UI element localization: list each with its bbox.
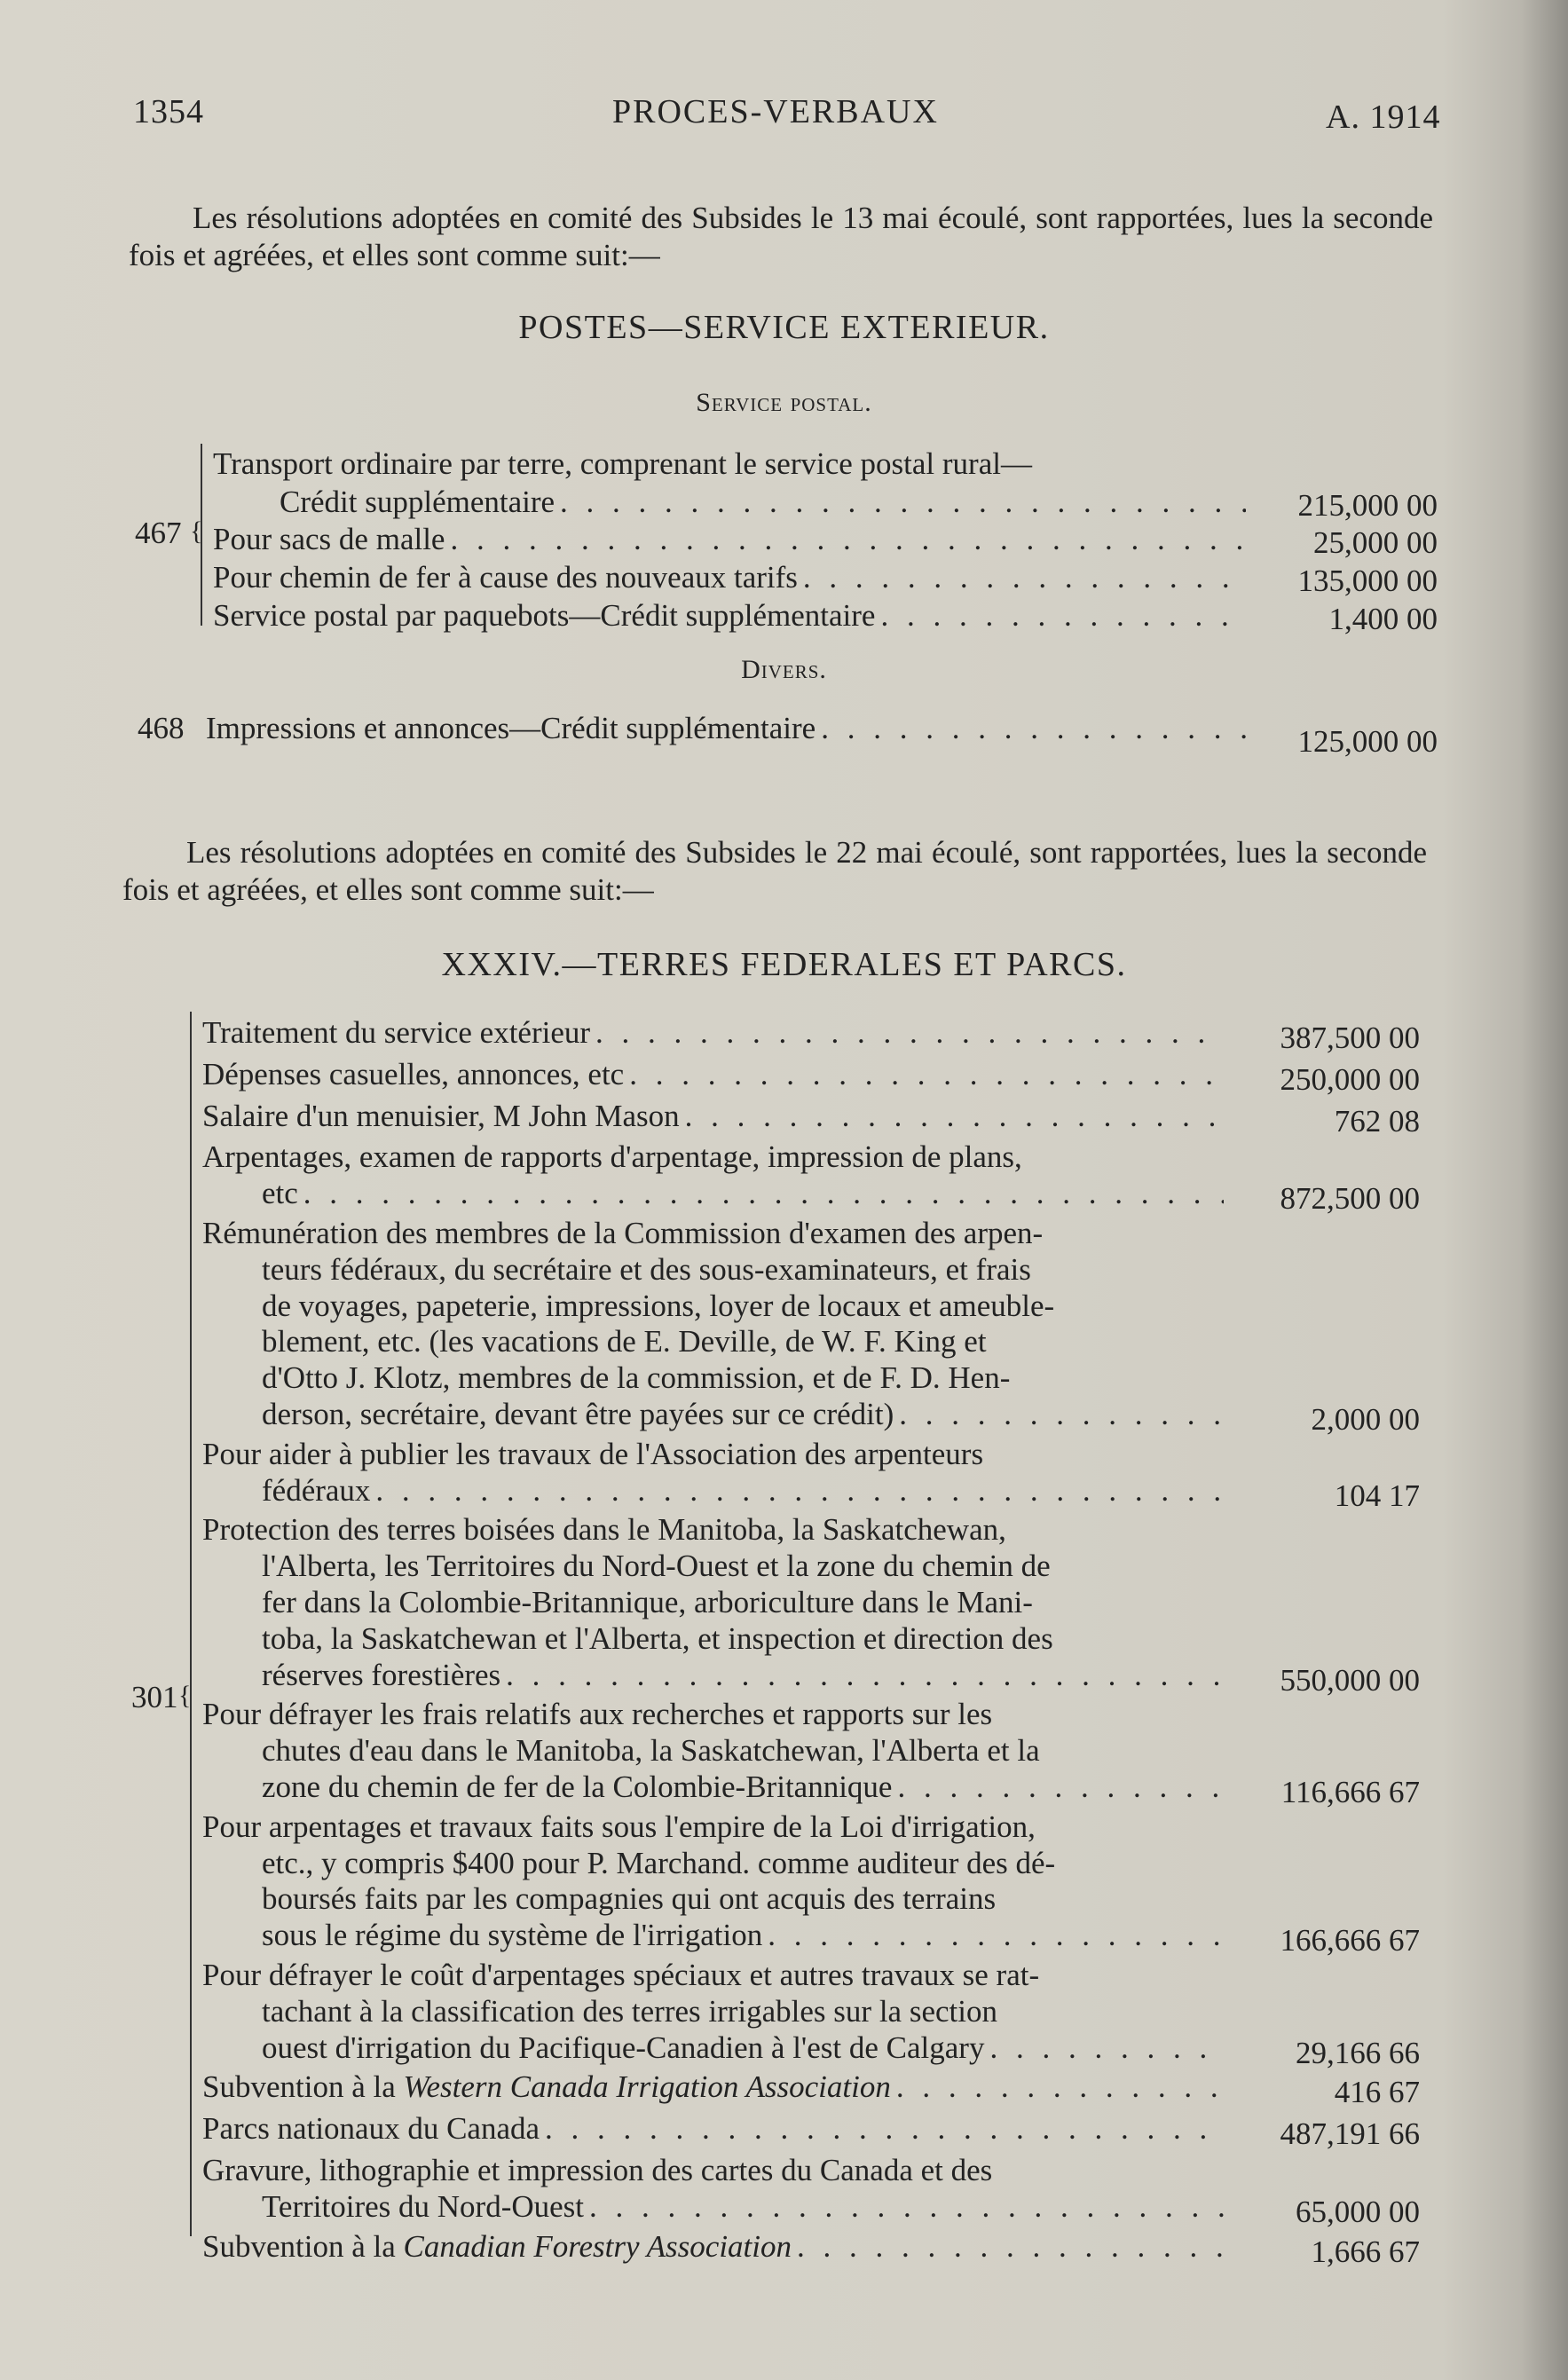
subsection-title-divers: Divers.: [741, 655, 827, 684]
item-text-line: tachant à la classification des terres irrigables sur la section: [262, 1993, 997, 2029]
leader-dots: [595, 1014, 1224, 1052]
item-amount: 1,666 67: [1311, 2234, 1420, 2269]
leader-dots: [303, 1175, 1224, 1212]
brace-point: {: [190, 516, 203, 546]
leader-dots: [450, 521, 1246, 558]
item-text: Dépenses casuelles, annonces, etc: [202, 1056, 625, 1091]
estimate-item: [202, 1056, 1229, 1093]
estimate-item: [262, 1769, 1229, 1806]
item-amount: 215,000 00: [1297, 488, 1438, 523]
item-amount: 166,666 67: [1280, 1923, 1420, 1958]
item-text-line: etc., y compris $400 pour P. Marchand. comme auditeur des dé-: [262, 1845, 1056, 1880]
vote-number-467: 467: [135, 516, 182, 550]
estimate-item: [262, 1472, 1229, 1509]
item-amount: 762 08: [1334, 1103, 1420, 1139]
item-amount: 29,166 66: [1296, 2035, 1420, 2070]
item-467-2: [213, 521, 1251, 558]
item-text-line: l'Alberta, les Territoires du Nord-Ouest et la zone du chemin de: [262, 1549, 1051, 1584]
leader-dots: [880, 597, 1246, 634]
leader-dots: [797, 2228, 1224, 2266]
item-amount: 416 67: [1334, 2075, 1420, 2110]
brace-301: [190, 1012, 192, 2236]
leader-dots: [803, 559, 1246, 596]
vote-number-468: 468: [138, 711, 185, 745]
estimate-item: [262, 1396, 1229, 1433]
item-text-line: Protection des terres boisées dans le Manitoba, la Saskatchewan,: [202, 1512, 1006, 1548]
item-468: [206, 710, 1251, 747]
leader-dots: [545, 2110, 1224, 2148]
running-title: PROCES-VERBAUX: [612, 93, 939, 130]
item-amount: 387,500 00: [1280, 1021, 1420, 1055]
item-text: Pour sacs de malle: [213, 522, 445, 556]
item-text: réserves forestières: [262, 1657, 501, 1692]
leader-dots: [989, 2029, 1224, 2067]
item-amount: 872,500 00: [1280, 1181, 1420, 1217]
item-text-line: de voyages, papeterie, impressions, loyer de locaux et ameuble-: [262, 1288, 1055, 1323]
leader-dots: [629, 1056, 1224, 1093]
estimate-item: [262, 2188, 1229, 2226]
item-467-1: [280, 484, 1251, 521]
item-467-4: [213, 597, 1251, 634]
section-title-terres: XXXIV.—TERRES FEDERALES ET PARCS.: [441, 946, 1127, 983]
item-amount: 1,400 00: [1328, 602, 1438, 636]
estimate-item: [262, 1917, 1229, 1954]
subsection-title-service-postal: Service postal.: [696, 388, 872, 417]
item-467-3: [213, 559, 1251, 596]
item-text-line: fer dans la Colombie-Britannique, arboriculture dans le Mani-: [262, 1585, 1033, 1620]
item-text-line: chutes d'eau dans le Manitoba, la Saskatchewan, l'Alberta et la: [262, 1733, 1040, 1769]
item-467-1-line1: Transport ordinaire par terre, comprenant le service postal rural—: [213, 446, 1032, 481]
item-text: Traitement du service extérieur: [202, 1015, 591, 1050]
leader-dots: [589, 2188, 1224, 2226]
item-text: derson, secrétaire, devant être payées sur ce crédit): [262, 1397, 894, 1431]
item-text-line: boursés faits par les compagnies qui ont acquis des terrains: [262, 1881, 997, 1917]
item-text: Territoires du Nord-Ouest: [262, 2188, 585, 2224]
item-text: Subvention à la Western Canada Irrigation Association: [202, 2069, 891, 2105]
leader-dots: [506, 1657, 1224, 1694]
page-number: 1354: [133, 93, 204, 130]
leader-dots: [768, 1917, 1224, 1954]
item-text: etc: [262, 1176, 298, 1211]
item-amount: 135,000 00: [1297, 563, 1438, 598]
item-amount: 125,000 00: [1297, 724, 1438, 759]
item-amount: 550,000 00: [1280, 1662, 1420, 1698]
item-text: zone du chemin de fer de la Colombie-Britannique: [262, 1769, 893, 1804]
item-text-line: toba, la Saskatchewan et l'Alberta, et inspection et direction des: [262, 1620, 1053, 1656]
vote-number-301: 301: [131, 1680, 178, 1714]
item-text-line: Pour aider à publier les travaux de l'Association des arpenteurs: [202, 1436, 984, 1471]
intro-paragraph-1: Les résolutions adoptées en comité des Subsides le 13 mai écoulé, sont rapportées, lues la seconde fois et agréées, et elles sont comme suit:—: [129, 201, 1433, 272]
item-text: ouest d'irrigation du Pacifique-Canadien à l'est de Calgary: [262, 2029, 985, 2065]
item-text: Crédit supplémentaire: [280, 485, 555, 519]
leader-dots: [821, 710, 1246, 747]
leader-dots: [897, 1769, 1224, 1806]
estimate-item: [202, 1014, 1229, 1052]
item-text: Service postal par paquebots—Crédit supplémentaire: [213, 598, 876, 633]
item-text-line: Pour défrayer les frais relatifs aux recherches et rapports sur les: [202, 1697, 993, 1732]
section-title-postes: POSTES—SERVICE EXTERIEUR.: [518, 309, 1050, 346]
item-text-line: d'Otto J. Klotz, membres de la commission, et de F. D. Hen-: [262, 1360, 1011, 1396]
item-text-line: Rémunération des membres de la Commission d'examen des arpen-: [202, 1216, 1044, 1250]
item-text-line: Gravure, lithographie et impression des cartes du Canada et des: [202, 2153, 993, 2187]
estimate-item: [262, 1657, 1229, 1694]
item-text-line: Pour arpentages et travaux faits sous l'empire de la Loi d'irrigation,: [202, 1809, 1036, 1844]
item-amount: 250,000 00: [1280, 1061, 1420, 1097]
year-label: A. 1914: [1326, 99, 1441, 136]
intro-paragraph-2: Les résolutions adoptées en comité des Subsides le 22 mai écoulé, sont rapportées, lues la seconde fois et agréées, et elles sont comme suit:—: [122, 835, 1427, 907]
estimate-item: [262, 2029, 1229, 2067]
estimate-item: [202, 2069, 1229, 2106]
item-text-line: blement, etc. (les vacations de E. Deville, de W. F. King et: [262, 1324, 987, 1359]
brace-point: {: [178, 1681, 192, 1710]
item-amount: 116,666 67: [1280, 1775, 1420, 1809]
estimate-item: [202, 2228, 1229, 2266]
item-text-italic: Canadian Forestry Association: [403, 2228, 792, 2264]
item-text: Subvention à la Canadian Forestry Association: [202, 2228, 792, 2264]
item-text-line: Arpentages, examen de rapports d'arpentage, impression de plans,: [202, 1139, 1022, 1175]
item-amount: 487,191 66: [1280, 2116, 1420, 2152]
item-text-italic: Western Canada Irrigation Association: [403, 2069, 891, 2105]
item-text: Parcs nationaux du Canada: [202, 2111, 540, 2147]
item-text-line: teurs fédéraux, du secrétaire et des sous-examinateurs, et frais: [262, 1251, 1031, 1287]
item-text: sous le régime du système de l'irrigation: [262, 1918, 763, 1953]
item-text: Pour chemin de fer à cause des nouveaux tarifs: [213, 560, 798, 595]
item-amount: 65,000 00: [1296, 2194, 1420, 2229]
leader-dots: [896, 2069, 1224, 2106]
item-text: Impressions et annonces—Crédit supplémentaire: [206, 711, 816, 745]
estimate-item: [202, 1098, 1229, 1135]
item-text-line: Pour défrayer le coût d'arpentages spéciaux et autres travaux se rat-: [202, 1958, 1040, 1992]
item-amount: 25,000 00: [1313, 525, 1438, 560]
leader-dots: [560, 484, 1246, 521]
leader-dots: [899, 1396, 1224, 1433]
estimate-item: [202, 2110, 1229, 2148]
item-amount: 2,000 00: [1311, 1402, 1420, 1437]
item-text: fédéraux: [262, 1472, 371, 1508]
item-text: Salaire d'un menuisier, M John Mason: [202, 1098, 680, 1133]
leader-dots: [685, 1098, 1224, 1135]
leader-dots: [375, 1472, 1224, 1509]
item-amount: 104 17: [1334, 1478, 1420, 1513]
estimate-item: [262, 1175, 1229, 1212]
